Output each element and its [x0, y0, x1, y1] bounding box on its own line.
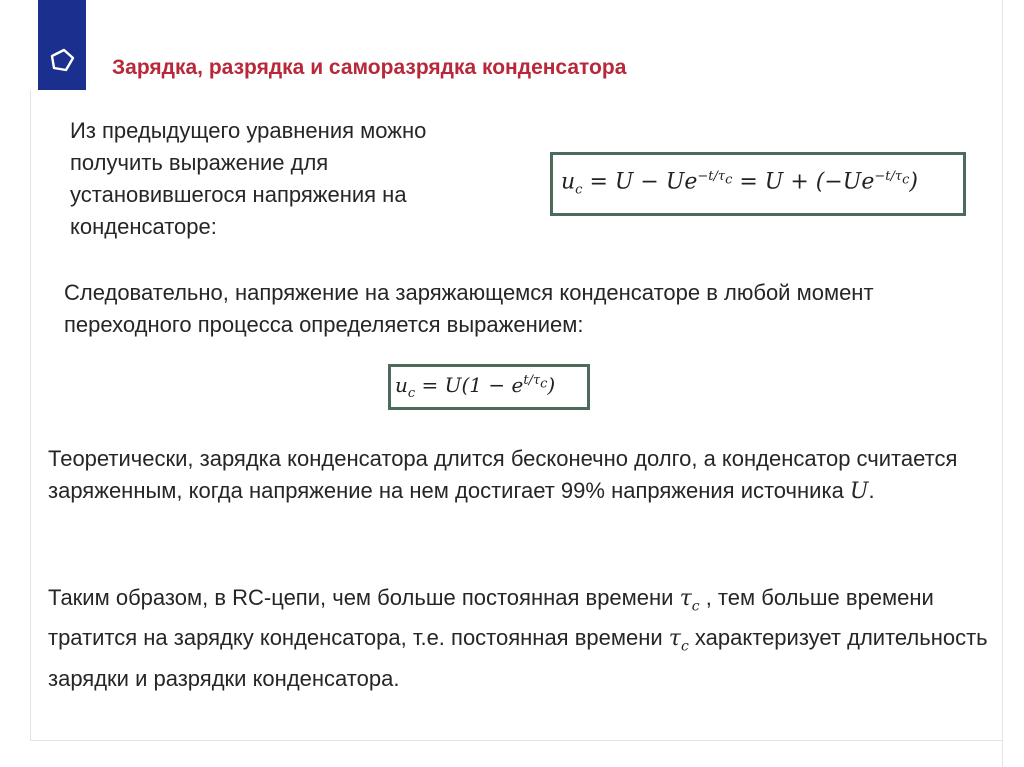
symbol-tau-sub: c — [691, 598, 700, 615]
symbol-u: U — [849, 479, 869, 504]
formula-1-eq2: = U + (−Ue — [732, 169, 875, 195]
formula-2-close: ) — [547, 373, 556, 397]
formula-1-exp2-sub: c — [902, 172, 910, 188]
paragraph-4-part-b: , тем больше времени тратится на зарядку конденсатора, т.е. постоянная времени — [48, 585, 934, 651]
formula-1-lhs: u — [561, 169, 576, 195]
symbol-tau-sub-2: c — [680, 638, 689, 655]
formula-1-close: ) — [909, 169, 918, 195]
symbol-tau-2: τ — [668, 626, 681, 652]
frame-left-line — [30, 90, 31, 740]
formula-charging-voltage — [388, 364, 590, 410]
formula-2-exp-sub: c — [540, 376, 548, 392]
formula-1-eq1: = U − Ue — [582, 169, 698, 195]
paragraph-4-part-a: Таким образом, в RC-цепи, чем больше постоянная времени — [48, 585, 680, 610]
frame-bottom-line — [30, 740, 1002, 741]
formula-2-exp: t/τ — [523, 373, 541, 389]
paragraph-conclusion — [48, 582, 998, 695]
frame-right-line — [1002, 0, 1003, 767]
formula-1-exp1-sub: c — [725, 172, 733, 188]
symbol-tau-c-2 — [668, 626, 689, 655]
formula-steady-voltage — [550, 152, 966, 216]
paragraph-3-text: Теоретически, зарядка конденсатора длится бесконечно долго, а конденсатор считается заряженным, когда напряжение на нем достигает 99% напряжения источника — [48, 446, 958, 503]
formula-1-lhs-sub: c — [575, 182, 583, 198]
symbol-tau: τ — [679, 586, 692, 611]
formula-2-lhs-sub: c — [407, 386, 416, 401]
formula-2-lhs: u — [395, 373, 408, 397]
formula-1-exp2: −t/τ — [874, 169, 903, 184]
formula-2-eq: = U(1 − e — [415, 373, 524, 397]
formula-1-exp1: −t/τ — [697, 169, 726, 184]
paragraph-4-part-c: характеризует длительность зарядки и разрядки конденсатора. — [48, 625, 988, 691]
book-outline-icon — [46, 44, 78, 76]
symbol-tau-c — [679, 586, 700, 615]
slide-title: Зарядка, разрядка и саморазрядка конденсатора — [112, 56, 627, 79]
accent-bar — [38, 0, 86, 90]
paragraph-theory — [48, 443, 998, 508]
paragraph-consequence: Следовательно, напряжение на заряжающемся конденсаторе в любой момент переходного процесса определяется выражением: — [64, 280, 874, 337]
paragraph-intro: Из предыдущего уравнения можно получить выражение для установившегося напряжения на конденсаторе: — [70, 118, 427, 239]
paragraph-3-end: . — [868, 478, 875, 503]
